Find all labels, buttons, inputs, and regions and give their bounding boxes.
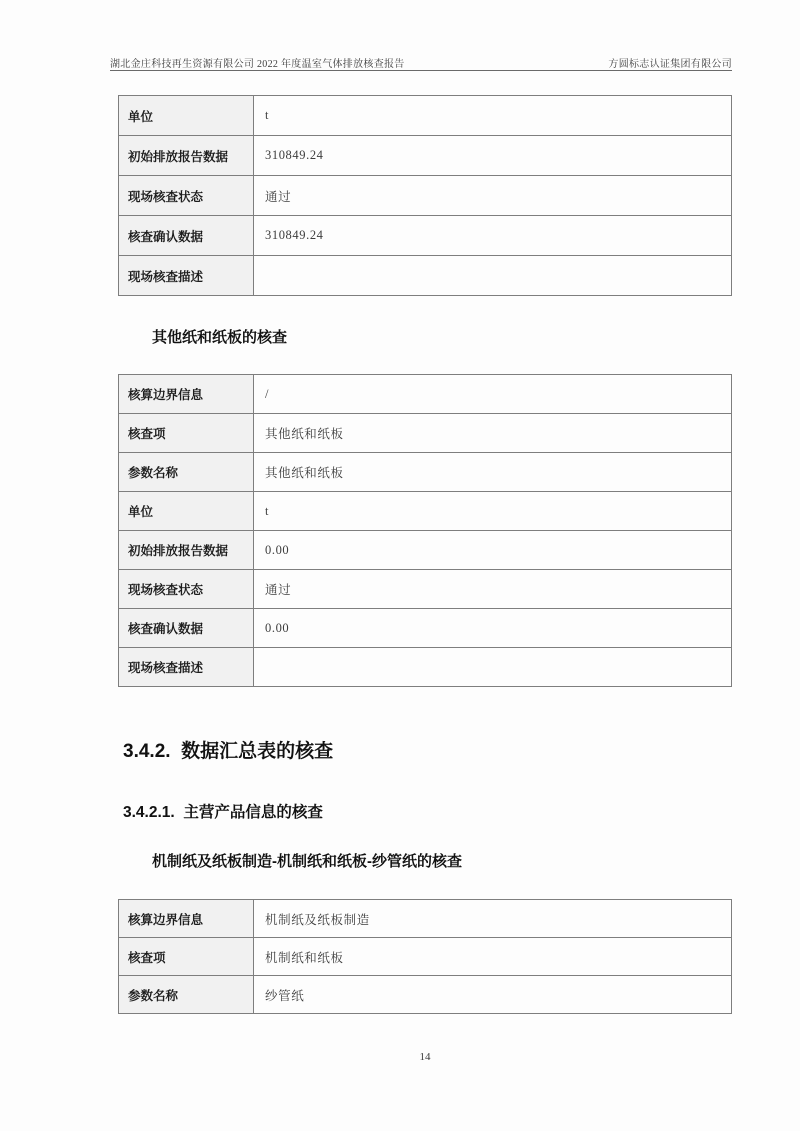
table-row: [119, 176, 732, 216]
page-number: 14: [419, 1051, 431, 1063]
row-label-cell: 现场核查状态: [119, 176, 254, 216]
row-value-cell: [254, 256, 732, 296]
row-value-cell: 通过: [254, 176, 732, 216]
row-value-cell: [254, 648, 732, 687]
table-row: [119, 492, 732, 531]
table-row: [119, 938, 732, 976]
row-value-cell: t: [254, 492, 732, 531]
table-row: [119, 648, 732, 687]
row-value-cell: 通过: [254, 570, 732, 609]
row-label-cell: 初始排放报告数据: [119, 136, 254, 176]
table-row: [119, 375, 732, 414]
row-label-cell: 核查确认数据: [119, 216, 254, 256]
row-value-cell: 0.00: [254, 609, 732, 648]
row-value-cell: 其他纸和纸板: [254, 453, 732, 492]
row-value-cell: 310849.24: [254, 136, 732, 176]
yarn-paper-verification-table: [118, 899, 732, 1014]
row-label-cell: 核查确认数据: [119, 609, 254, 648]
row-label-cell: 参数名称: [119, 453, 254, 492]
table-row: [119, 136, 732, 176]
row-value-cell: 机制纸及纸板制造: [254, 900, 732, 938]
section-heading-other-paper: 其他纸和纸板的核查: [152, 329, 288, 346]
row-value-cell: 机制纸和纸板: [254, 938, 732, 976]
table-row: [119, 453, 732, 492]
section-heading-3-4-2: 3.4.2. 数据汇总表的核查: [123, 741, 334, 762]
row-label-cell: 核算边界信息: [119, 375, 254, 414]
table-row: [119, 96, 732, 136]
row-label-cell: 核算边界信息: [119, 900, 254, 938]
row-value-cell: 其他纸和纸板: [254, 414, 732, 453]
verification-table-continued: [118, 95, 732, 296]
row-label-cell: 单位: [119, 96, 254, 136]
table-row: [119, 609, 732, 648]
table-row: [119, 256, 732, 296]
row-value-cell: 310849.24: [254, 216, 732, 256]
row-value-cell: 0.00: [254, 531, 732, 570]
other-paper-verification-table: [118, 374, 732, 687]
table-row: [119, 900, 732, 938]
row-label-cell: 初始排放报告数据: [119, 531, 254, 570]
row-label-cell: 核查项: [119, 938, 254, 976]
table-row: [119, 570, 732, 609]
row-value-cell: 纱管纸: [254, 976, 732, 1014]
table-row: [119, 216, 732, 256]
row-label-cell: 核查项: [119, 414, 254, 453]
row-label-cell: 现场核查状态: [119, 570, 254, 609]
header-organization: 方圆标志认证集团有限公司: [608, 59, 732, 70]
section-heading-yarn-paper: 机制纸及纸板制造-机制纸和纸板-纱管纸的核查: [152, 853, 462, 870]
row-label-cell: 单位: [119, 492, 254, 531]
row-value-cell: /: [254, 375, 732, 414]
row-label-cell: 现场核查描述: [119, 648, 254, 687]
table-row: [119, 976, 732, 1014]
header-report-title: 湖北金庄科技再生资源有限公司 2022 年度温室气体排放核查报告: [110, 59, 405, 70]
row-value-cell: t: [254, 96, 732, 136]
section-heading-3-4-2-1: 3.4.2.1. 主营产品信息的核查: [123, 804, 323, 821]
table-row: [119, 414, 732, 453]
row-label-cell: 现场核查描述: [119, 256, 254, 296]
table-row: [119, 531, 732, 570]
header-rule: [110, 70, 732, 71]
row-label-cell: 参数名称: [119, 976, 254, 1014]
